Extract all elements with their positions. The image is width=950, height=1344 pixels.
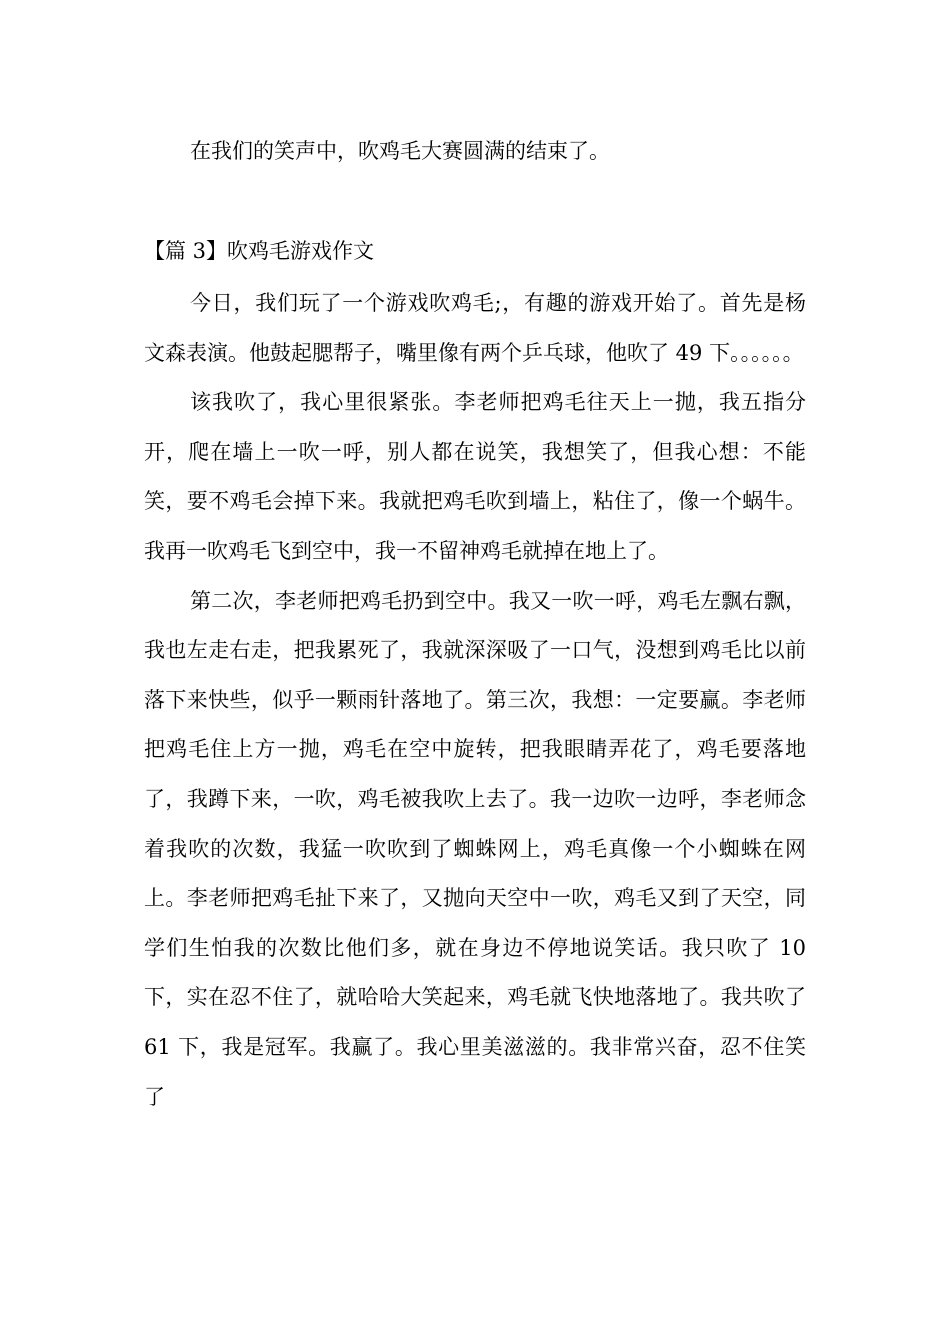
closing-paragraph: 在我们的笑声中，吹鸡毛大赛圆满的结束了。 — [190, 139, 610, 163]
body-paragraph-1: 今日，我们玩了一个游戏吹鸡毛;，有趣的游戏开始了。首先是杨文森表演。他鼓起腮帮子，嘴里像有两个乒乓球，他吹了 49 下。。。。。。 — [144, 291, 806, 365]
section-heading: 【篇 3】吹鸡毛游戏作文 — [144, 239, 375, 263]
body-paragraph-3: 第二次，李老师把鸡毛扔到空中。我又一吹一呼，鸡毛左飘右飘，我也左走右走，把我累死了，我就深深吸了一口气，没想到鸡毛比以前落下来快些，似乎一颗雨针落地了。第三次，我想：一定要赢。李老师把鸡毛住上方一抛，鸡毛在空中旋转，把我眼睛弄花了，鸡毛要落地了，我蹲下来，一吹，鸡毛被我吹上去了。我一边吹一边呼，李老师念着我吹的次数，我猛一吹吹到了蜘蛛网上，鸡毛真像一个小蜘蛛在网上。李老师把鸡毛扯下来了，又抛向天空中一吹，鸡毛又到了天空，同学们生怕我的次数比他们多，就在身边不停地说笑话。我只吹了 10 下，实在忍不住了，就哈哈大笑起来，鸡毛就飞快地落地了。我共吹了 61 下，我是冠军。我赢了。我心里美滋滋的。我非常兴奋，忍不住笑了 — [144, 588, 806, 1109]
article-body — [144, 279, 806, 1122]
body-paragraph-2: 该我吹了，我心里很紧张。李老师把鸡毛往天上一抛，我五指分开，爬在墙上一吹一呼，别人都在说笑，我想笑了，但我心想：不能笑，要不鸡毛会掉下来。我就把鸡毛吹到墙上，粘住了，像一个蜗牛。我再一吹鸡毛飞到空中，我一不留神鸡毛就掉在地上了。 — [144, 390, 806, 563]
